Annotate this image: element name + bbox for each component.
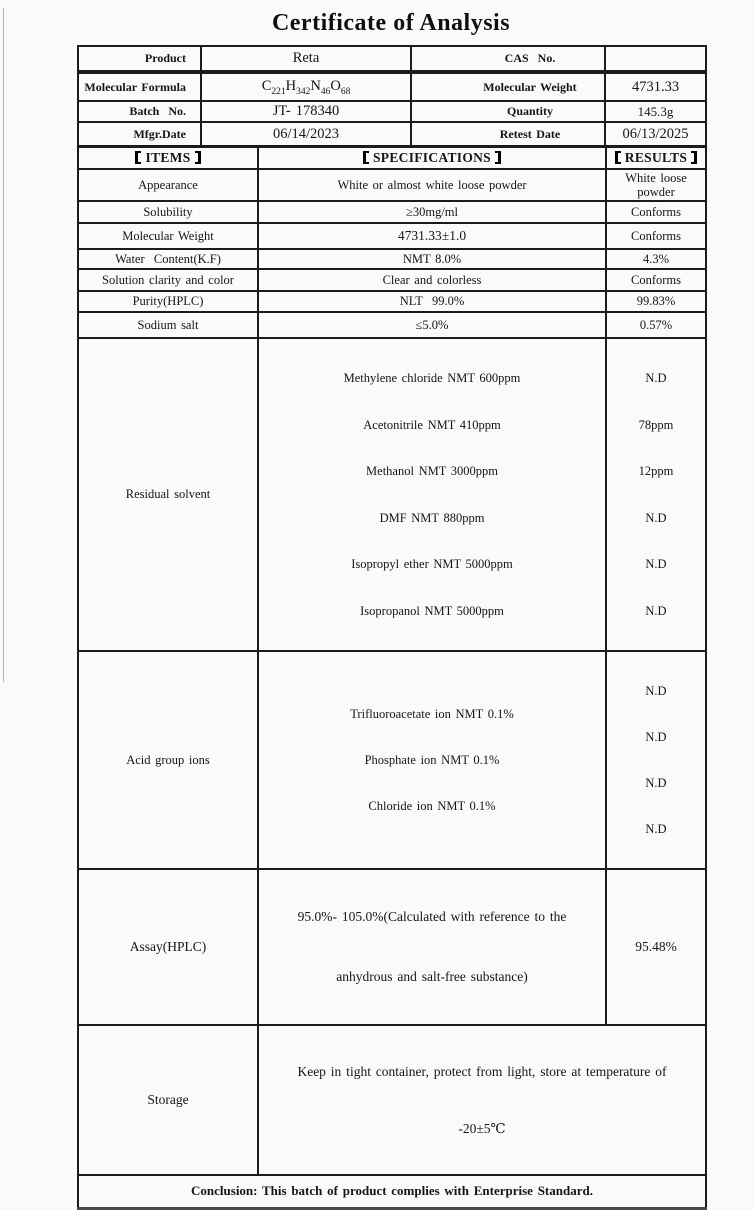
result-cell: Conforms	[606, 223, 706, 249]
cas-no-value	[605, 46, 706, 72]
spec-cell: 4731.33±1.0	[258, 223, 606, 249]
cas-no-label: CAS No.	[411, 46, 605, 72]
spec-cell: 95.0%- 105.0%(Calculated with reference to the anhydrous and salt-free substance)	[258, 869, 606, 1025]
spec-cell: ≤5.0%	[258, 312, 606, 338]
result-cell: N.D N.D N.D N.D	[606, 651, 706, 869]
result-cell: 99.83%	[606, 291, 706, 312]
mfgr-date-label: Mfgr.Date	[78, 122, 201, 146]
retest-date-label: Retest Date	[411, 122, 605, 146]
retest-date-value: 06/13/2025	[605, 122, 706, 146]
batch-no-value: JT- 178340	[201, 101, 411, 122]
product-value: Reta	[201, 46, 411, 72]
item-cell: Residual solvent	[78, 338, 258, 651]
spec-cell: Trifluoroacetate ion NMT 0.1% Phosphate ion NMT 0.1% Chloride ion NMT 0.1%	[258, 651, 606, 869]
molecular-weight-value: 4731.33	[605, 72, 706, 101]
molecular-formula-label: Molecular Formula	[78, 72, 201, 101]
result-cell: 95.48%	[606, 869, 706, 1025]
table-row	[78, 46, 706, 72]
specification-table	[77, 146, 707, 1210]
item-cell: Solution clarity and color	[78, 269, 258, 291]
spec-cell: NLT 99.0%	[258, 291, 606, 312]
result-cell: 0.57%	[606, 312, 706, 338]
lenticular-bracket-right-icon	[495, 151, 501, 164]
lenticular-bracket-left-icon	[615, 151, 621, 164]
table-row	[78, 249, 706, 269]
mfgr-date-value: 06/14/2023	[201, 122, 411, 146]
result-cell: Conforms	[606, 201, 706, 223]
table-row	[78, 291, 706, 312]
table-row	[78, 312, 706, 338]
table-row	[78, 101, 706, 122]
result-cell: White loose powder	[606, 169, 706, 201]
page-edge-line	[3, 8, 4, 682]
table-row	[78, 869, 706, 1025]
spec-cell: Methylene chloride NMT 600ppm Acetonitrile NMT 410ppm Methanol NMT 3000ppm DMF NMT 880ppm Isopropyl ether NMT 5000ppm Isopropanol NMT 5000ppm	[258, 338, 606, 651]
product-label: Product	[78, 46, 201, 72]
spec-cell: NMT 8.0%	[258, 249, 606, 269]
item-cell: Appearance	[78, 169, 258, 201]
molecular-weight-label: Molecular Weight	[411, 72, 605, 101]
product-info-table	[77, 45, 707, 147]
lenticular-bracket-left-icon	[363, 151, 369, 164]
item-cell: Sodium salt	[78, 312, 258, 338]
table-row	[78, 72, 706, 101]
table-row	[78, 651, 706, 869]
page-title: Certificate of Analysis	[271, 10, 511, 36]
lenticular-bracket-right-icon	[691, 151, 697, 164]
item-cell: Molecular Weight	[78, 223, 258, 249]
table-row	[78, 122, 706, 146]
result-cell: Conforms	[606, 269, 706, 291]
result-cell: N.D 78ppm 12ppm N.D N.D N.D	[606, 338, 706, 651]
batch-no-label: Batch No.	[78, 101, 201, 122]
table-row	[78, 338, 706, 651]
results-header: RESULTS	[606, 147, 706, 169]
item-cell: Water Content(K.F)	[78, 249, 258, 269]
items-header: ITEMS	[78, 147, 258, 169]
specifications-header: SPECIFICATIONS	[258, 147, 606, 169]
table-row	[78, 169, 706, 201]
item-cell: Assay(HPLC)	[78, 869, 258, 1025]
conclusion-row	[78, 1175, 706, 1208]
item-cell: Storage	[78, 1025, 258, 1175]
lenticular-bracket-left-icon	[135, 151, 141, 164]
table-header-row	[78, 147, 706, 169]
quantity-value: 145.3g	[605, 101, 706, 122]
conclusion-text: Conclusion: This batch of product complies with Enterprise Standard.	[78, 1175, 706, 1208]
spec-cell: Keep in tight container, protect from light, store at temperature of -20±5℃	[258, 1025, 706, 1175]
spec-cell: ≥30mg/ml	[258, 201, 606, 223]
item-cell: Acid group ions	[78, 651, 258, 869]
spec-cell: Clear and colorless	[258, 269, 606, 291]
table-row	[78, 1025, 706, 1175]
lenticular-bracket-right-icon	[195, 151, 201, 164]
item-cell: Purity(HPLC)	[78, 291, 258, 312]
quantity-label: Quantity	[411, 101, 605, 122]
table-row	[78, 223, 706, 249]
result-cell: 4.3%	[606, 249, 706, 269]
item-cell: Solubility	[78, 201, 258, 223]
spec-cell: White or almost white loose powder	[258, 169, 606, 201]
molecular-formula-value: $C_{221}H_{342}N_{46}O_{68}$	[201, 72, 411, 101]
table-row	[78, 201, 706, 223]
table-row	[78, 269, 706, 291]
